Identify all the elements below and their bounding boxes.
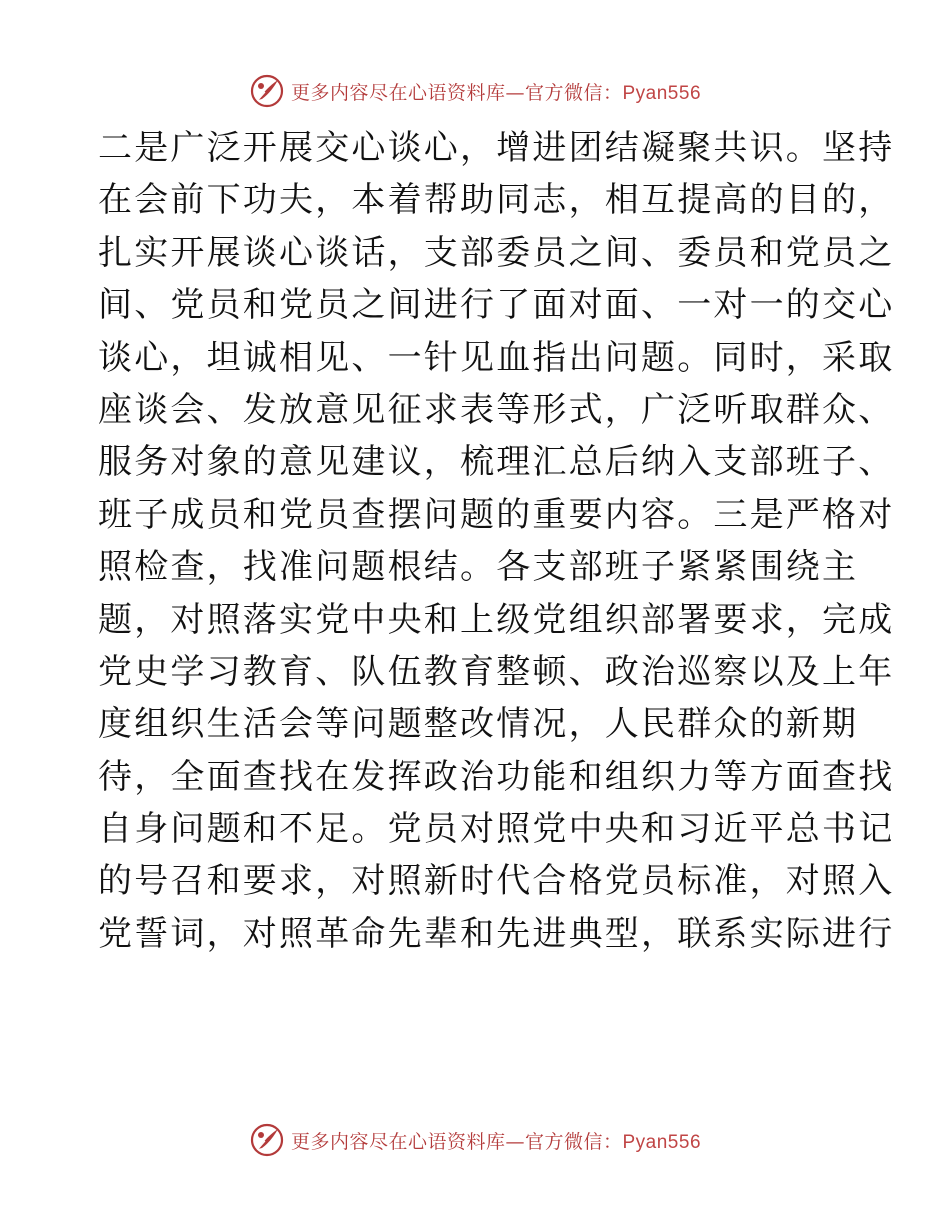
text-line: 班子成员和党员查摆问题的重要内容。三是严格对: [98, 494, 895, 535]
footer-banner-text: 更多内容尽在心语资料库—官方微信：Pyan556: [290, 1130, 702, 1153]
text-line: 间、党员和党员之间进行了面对面、一对一的交心: [98, 285, 895, 326]
text-line: 扎实开展谈心谈话，支部委员之间、委员和党员之: [98, 232, 895, 273]
text-line: 服务对象的意见建议，梳理汇总后纳入支部班子、: [98, 442, 895, 483]
header-banner: [0, 71, 950, 111]
text-line: 党誓词，对照革命先辈和先进典型，联系实际进行: [98, 913, 895, 954]
text-line: 的号召和要求，对照新时代合格党员标准，对照入: [98, 861, 895, 902]
text-line: 自身问题和不足。党员对照党中央和习近平总书记: [98, 809, 895, 850]
footer-banner: [0, 1120, 950, 1160]
text-line: 谈心，坦诚相见、一针见血指出问题。同时，采取: [98, 337, 895, 378]
text-line: 照检查，找准问题根结。各支部班子紧紧围绕主: [98, 547, 859, 588]
footer-wechat-id: Pyan556: [622, 1131, 702, 1153]
quill-pen-logo-icon: [249, 73, 285, 109]
text-line: 党史学习教育、队伍教育整顿、政治巡察以及上年: [98, 651, 895, 692]
text-line: 待，全面查找在发挥政治功能和组织力等方面查找: [98, 756, 895, 797]
header-wechat-id: Pyan556: [622, 82, 702, 104]
header-banner-text: 更多内容尽在心语资料库—官方微信：Pyan556: [290, 81, 702, 104]
text-line: 座谈会、发放意见征求表等形式，广泛听取群众、: [98, 389, 895, 430]
text-line: 度组织生活会等问题整改情况，人民群众的新期: [98, 704, 859, 745]
text-line: 题，对照落实党中央和上级党组织部署要求，完成: [98, 599, 895, 640]
text-line: 在会前下功夫，本着帮助同志，相互提高的目的，: [98, 180, 895, 221]
text-line: 二是广泛开展交心谈心，增进团结凝聚共识。坚持: [98, 128, 895, 168]
quill-pen-logo-icon: [249, 1122, 285, 1158]
body-paragraph: [98, 122, 895, 960]
